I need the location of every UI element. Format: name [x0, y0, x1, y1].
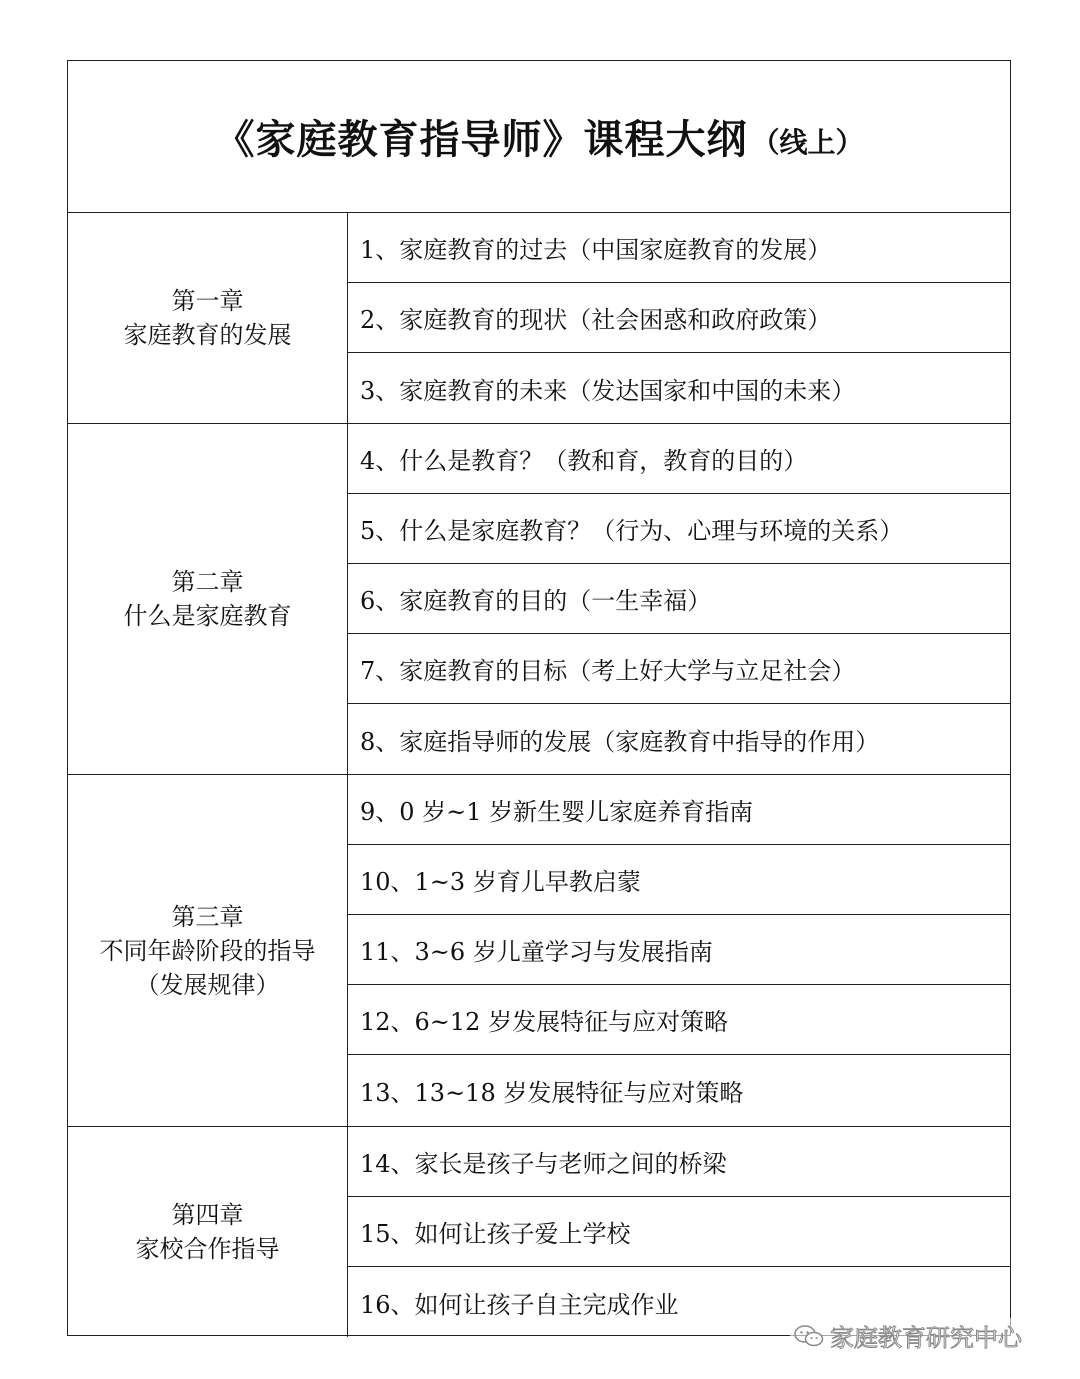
lesson-item: 4、什么是教育？（教和育，教育的目的）	[348, 424, 1010, 494]
lesson-item: 11、3~6 岁儿童学习与发展指南	[348, 915, 1010, 985]
chapter-title: 不同年龄阶段的指导	[99, 936, 316, 965]
watermark	[790, 1318, 1026, 1353]
lesson-item: 7、家庭教育的目标（考上好大学与立足社会）	[348, 634, 1010, 704]
page-title-suffix: （线上）	[751, 125, 864, 159]
chapter-number: 第四章	[171, 1201, 244, 1229]
chapter-title: 什么是家庭教育	[123, 602, 292, 630]
lesson-list	[348, 775, 1010, 1126]
lesson-item: 10、1~3 岁育儿早教启蒙	[348, 845, 1010, 915]
chapter-1	[68, 213, 1010, 424]
title-row	[68, 61, 1010, 213]
page-title: 《家庭教育指导师》课程大纲	[214, 117, 748, 163]
lesson-item: 16、如何让孩子自主完成作业	[360, 1290, 679, 1319]
lesson-item: 14、家长是孩子与老师之间的桥梁	[348, 1127, 1010, 1197]
lesson-item: 1、家庭教育的过去（中国家庭教育的发展）	[348, 213, 1010, 283]
lesson-list	[348, 424, 1010, 774]
lesson-item: 12、6~12 岁发展特征与应对策略	[348, 985, 1010, 1055]
chapter-2	[68, 424, 1010, 775]
watermark-text: 家庭教育研究中心	[830, 1324, 1022, 1352]
lesson-item: 13、13~18 岁发展特征与应对策略	[360, 1078, 744, 1107]
chapter-label	[68, 775, 348, 1126]
wechat-icon	[794, 1325, 824, 1347]
chapter-title-note: （发展规律）	[135, 970, 280, 999]
chapter-number: 第一章	[171, 287, 244, 315]
lesson-item: 5、什么是家庭教育？（行为、心理与环境的关系）	[348, 494, 1010, 564]
chapter-3	[68, 775, 1010, 1127]
lesson-list	[348, 213, 1010, 423]
chapter-4	[68, 1127, 1010, 1337]
lesson-item: 15、如何让孩子爱上学校	[348, 1197, 1010, 1267]
chapter-label	[68, 213, 348, 423]
chapter-title: 家庭教育的发展	[123, 321, 292, 349]
lesson-item: 9、0 岁~1 岁新生婴儿家庭养育指南	[348, 775, 1010, 845]
lesson-item: 8、家庭指导师的发展（家庭教育中指导的作用）	[360, 727, 880, 756]
chapter-title: 家校合作指导	[135, 1235, 280, 1263]
lesson-item: 6、家庭教育的目的（一生幸福）	[348, 564, 1010, 634]
lesson-item: 2、家庭教育的现状（社会困惑和政府政策）	[348, 283, 1010, 353]
chapter-number: 第三章	[171, 902, 244, 931]
chapter-label	[68, 424, 348, 774]
chapter-label	[68, 1127, 348, 1337]
lesson-list	[348, 1127, 1010, 1337]
lesson-item: 3、家庭教育的未来（发达国家和中国的未来）	[360, 376, 856, 405]
chapter-number: 第二章	[171, 568, 244, 596]
course-outline-table	[67, 60, 1011, 1336]
